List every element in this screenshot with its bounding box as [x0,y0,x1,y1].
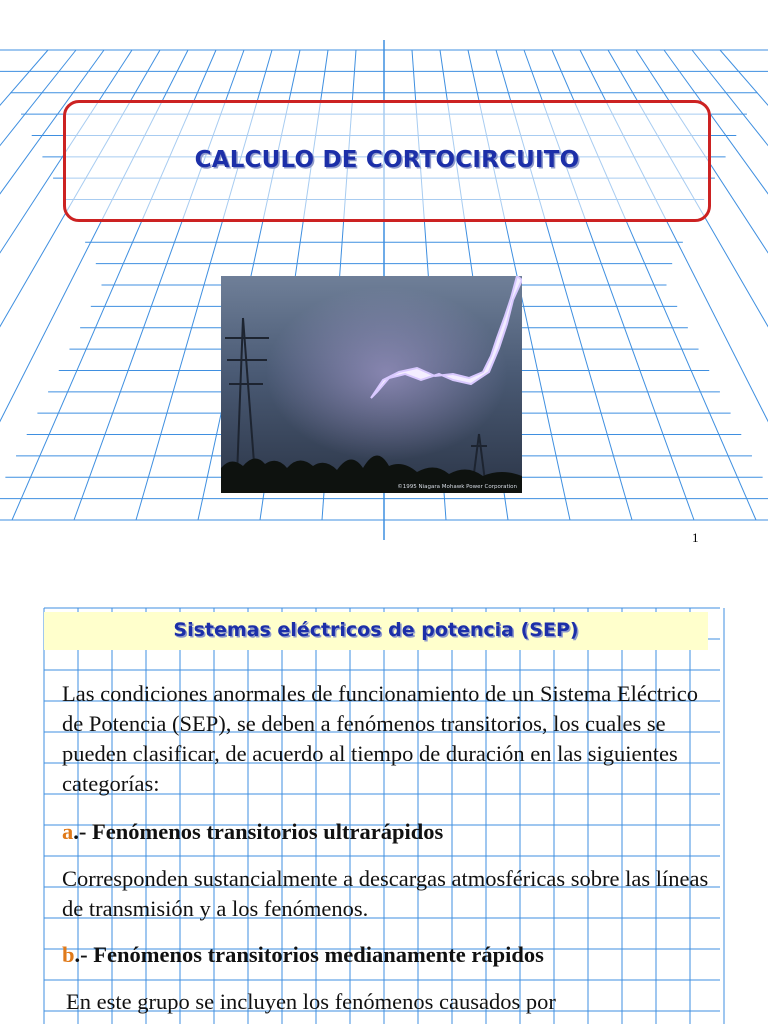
item-a-heading [62,817,722,847]
slide-heading: Sistemas eléctricos de potencia (SEP) [173,619,579,641]
item-b-marker: b [62,942,75,967]
item-a-title: .- Fenómenos transitorios ultrarápidos [73,819,444,844]
title-frame [63,100,711,222]
item-b-text: En este grupo se incluyen los fenómenos causados por [66,989,556,1014]
item-a-marker: a [62,819,74,844]
page-number: 1 [692,530,699,545]
item-a-text: Corresponden sustancialmente a descargas atmosféricas sobre las líneas de transmisión y a los fenómenos. [62,866,709,921]
intro-paragraph: Las condiciones anormales de funcionamiento de un Sistema Eléctrico de Potencia (SEP), se deben a fenómenos transitorios, los cuales se pueden clasificar, de acuerdo al tiempo de duración en las siguientes categorías: [62,681,699,796]
lightning-photo [221,276,522,493]
heading-banner [44,612,708,650]
slide-title: CALCULO DE CORTOCIRCUITO [194,147,580,173]
item-b-heading [62,940,722,970]
content-slide [0,560,768,1024]
photo-credit: ©1995 Niagara Mohawk Power Corporation [397,484,517,490]
item-b-title: .- Fenómenos transitorios medianamente rápidos [74,942,544,967]
